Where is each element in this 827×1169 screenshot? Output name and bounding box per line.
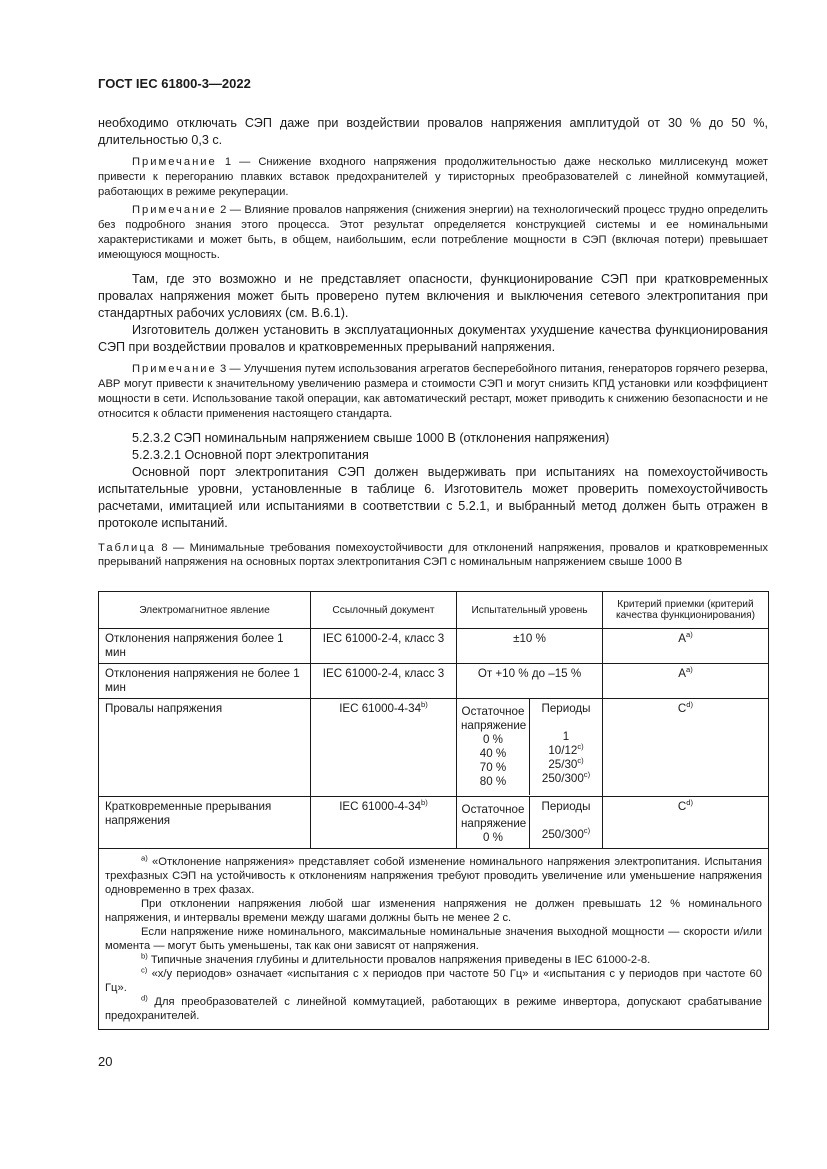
- table-caption-label: Таблица: [98, 542, 156, 554]
- paragraph: Там, где это возможно и не представляет опасности, функционирование СЭП при кратковременных провалах напряжения может быть проверено путем включения и выключения сетевого электропитания при стандартных рабочих условиях (см. В.6.1).: [98, 272, 768, 320]
- section-heading: 5.2.3.2.1 Основной порт электропитания: [132, 448, 369, 462]
- criterion-cell: [603, 699, 769, 797]
- footnote: $^{c)}$ «x/y периодов» означает «испытания с x периодов при частоте 50 Гц» и «испытания с y периодов при частоте 60 Гц».: [105, 965, 763, 994]
- residual-voltage-header: Остаточное напряжение: [461, 705, 527, 732]
- periods-value: 10/12$^{c)}$: [548, 742, 584, 757]
- table-footnotes: [99, 849, 769, 1030]
- residual-voltage-value: 0 %: [483, 831, 503, 844]
- note-label: Примечание: [132, 363, 217, 375]
- table-row: [99, 797, 769, 849]
- reference-cell: [311, 797, 457, 849]
- table-caption: [98, 541, 768, 569]
- criterion-value: A: [678, 667, 686, 680]
- criterion-value: C: [677, 702, 687, 715]
- note-text: 1 — Снижение входного напряжения продолжительностью даже несколько миллисекунд может привести к перегоранию плавких вставок предохранителей у тиристорных преобразователей с линейной коммутацией, работающих в режиме рекуперации.: [98, 156, 768, 198]
- body-text: [98, 115, 768, 569]
- note-text: 3 — Улучшения путем использования агрегатов бесперебойного питания, генераторов горячего резерва, АВР могут привести к значительному увеличению размера и стоимости СЭП и могут снизить КПД установки или коэффициент мощности в сети. Использование такой операции, как автоматический рестарт, может приводить к снижению безопасности и не относится к области применения настоящего стандарта.: [98, 363, 768, 420]
- periods-value: 250/300$^{c)}$: [541, 826, 591, 841]
- reference-value: IEC 61000-4-34: [339, 702, 422, 715]
- test-level-cell: [457, 797, 603, 849]
- periods-value: 25/30$^{c)}$: [548, 756, 584, 771]
- footnote-continuation: Если напряжение ниже номинального, максимальные номинальные значения выходной мощности — скорости и/или момента — могут быть уменьшены, так как они зависят от напряжения.: [105, 926, 762, 952]
- phenomenon-cell: Отклонения напряжения не более 1 мин: [99, 664, 311, 699]
- note-label: Примечание: [132, 156, 217, 168]
- column-header: Электромагнитное явление: [99, 592, 311, 629]
- residual-voltage-column: [457, 699, 530, 795]
- residual-voltage-value: 40 %: [479, 747, 507, 760]
- phenomenon-cell: Кратковременные прерывания напряжения: [99, 797, 311, 849]
- residual-voltage-header: Остаточное напряжение: [461, 803, 527, 830]
- residual-voltage-value: 70 %: [479, 761, 507, 774]
- footnote-marker: a): [685, 665, 693, 675]
- table-row: [99, 629, 769, 664]
- interruptions-level-grid: [457, 797, 602, 848]
- table-row: [99, 664, 769, 699]
- page-number: 20: [98, 1054, 113, 1069]
- document-header: ГОСТ IEC 61800-3—2022: [98, 76, 251, 91]
- residual-voltage-value: 80 %: [479, 775, 507, 788]
- criterion-cell: [603, 629, 769, 664]
- footnote-marker: b): [421, 798, 428, 808]
- footnote-marker: b): [421, 700, 428, 710]
- footnote-continuation: При отклонении напряжения любой шаг изменения напряжения не должен превышать 12 % номинального напряжения, и интервалы времени между шагами должны быть не менее 2 с.: [105, 898, 762, 924]
- reference-cell: IEC 61000-2-4, класс 3: [311, 629, 457, 664]
- reference-cell: IEC 61000-2-4, класс 3: [311, 664, 457, 699]
- table-footnotes-row: [99, 849, 769, 1030]
- periods-header: Периоды: [541, 702, 591, 715]
- note-3: [98, 362, 768, 422]
- column-header: Испытательный уровень: [457, 592, 603, 629]
- phenomenon-cell: Провалы напряжения: [99, 699, 311, 797]
- periods-column: [530, 797, 603, 848]
- criterion-cell: [603, 797, 769, 849]
- test-level-cell: [457, 699, 603, 797]
- table-row: [99, 699, 769, 797]
- test-level-cell: ±10 %: [457, 629, 603, 664]
- table-caption-text: 8 — Минимальные требования помехоустойчивости для отклонений напряжения, провалов и кратковременных прерываний напряжения на основных портах электропитания СЭП с номинальным напряжением свыше 1000 В: [98, 542, 768, 568]
- residual-voltage-value: 0 %: [483, 733, 503, 746]
- paragraph: необходимо отключать СЭП даже при воздействии провалов напряжения амплитудой от 30 % до 50 %, длительностью 0,3 с.: [98, 116, 768, 147]
- periods-value: 1: [562, 730, 570, 743]
- footnote-marker: a): [685, 630, 693, 640]
- section-heading: 5.2.3.2 СЭП номинальным напряжением свыше 1000 В (отклонения напряжения): [132, 431, 610, 445]
- footnote-marker: d): [686, 700, 694, 710]
- residual-voltage-column: [457, 797, 530, 848]
- table-header-row: [99, 592, 769, 629]
- column-header: Ссылочный документ: [311, 592, 457, 629]
- requirements-table: [98, 591, 769, 1030]
- footnote: $^{b)}$ Типичные значения глубины и длительности провалов напряжения приведены в IEC 61000-2-8.: [141, 951, 651, 966]
- reference-cell: [311, 699, 457, 797]
- note-text: 2 — Влияние провалов напряжения (снижения энергии) на технологический процесс трудно определить без подробного знания этого процесса. Этот результат определяется конструкцией системы и ее номинальными характеристиками и может быть, в общем, наибольшим, если потребление мощности в СЭП (включая потери) превышает имеющуюся мощность.: [98, 204, 768, 261]
- phenomenon-cell: Отклонения напряжения более 1 мин: [99, 629, 311, 664]
- test-level-cell: От +10 % до –15 %: [457, 664, 603, 699]
- footnote: $^{a)}$ «Отклонение напряжения» представляет собой изменение номинального напряжения электропитания. Испытания трехфазных СЭП на устойчивость к отклонениям напряжения требуют проводить увеличение или уменьшение напряжения одновременно в трех фазах.: [105, 853, 762, 896]
- criterion-cell: [603, 664, 769, 699]
- dips-level-grid: [457, 699, 602, 795]
- periods-header: Периоды: [541, 800, 591, 813]
- paragraph: Основной порт электропитания СЭП должен выдерживать при испытаниях на помехоустойчивость испытательные уровни, установленные в таблице 6. Изготовитель может проверить помехоустойчивость расчетами, имитацией или испытаниями в соответствии с 5.2.1, и выбранный метод должен быть отражен в протоколе испытаний.: [98, 465, 768, 530]
- periods-value: 250/300$^{c)}$: [541, 770, 591, 785]
- note-label: Примечание: [132, 204, 217, 216]
- criterion-value: C: [677, 800, 687, 813]
- periods-column: [530, 699, 603, 795]
- reference-value: IEC 61000-4-34: [339, 800, 422, 813]
- criterion-value: A: [678, 632, 686, 645]
- footnote: $^{d)}$ Для преобразователей с линейной коммутацией, работающих в режиме инвертора, допускают срабатывание предохранителей.: [105, 993, 762, 1022]
- footnote-marker: d): [686, 798, 694, 808]
- note-1: [98, 155, 768, 200]
- note-2: [98, 203, 768, 263]
- paragraph: Изготовитель должен установить в эксплуатационных документах ухудшение качества функционирования СЭП при воздействии провалов и кратковременных прерываний напряжения.: [98, 323, 768, 354]
- column-header: Критерий приемки (критерий качества функционирования): [603, 592, 769, 629]
